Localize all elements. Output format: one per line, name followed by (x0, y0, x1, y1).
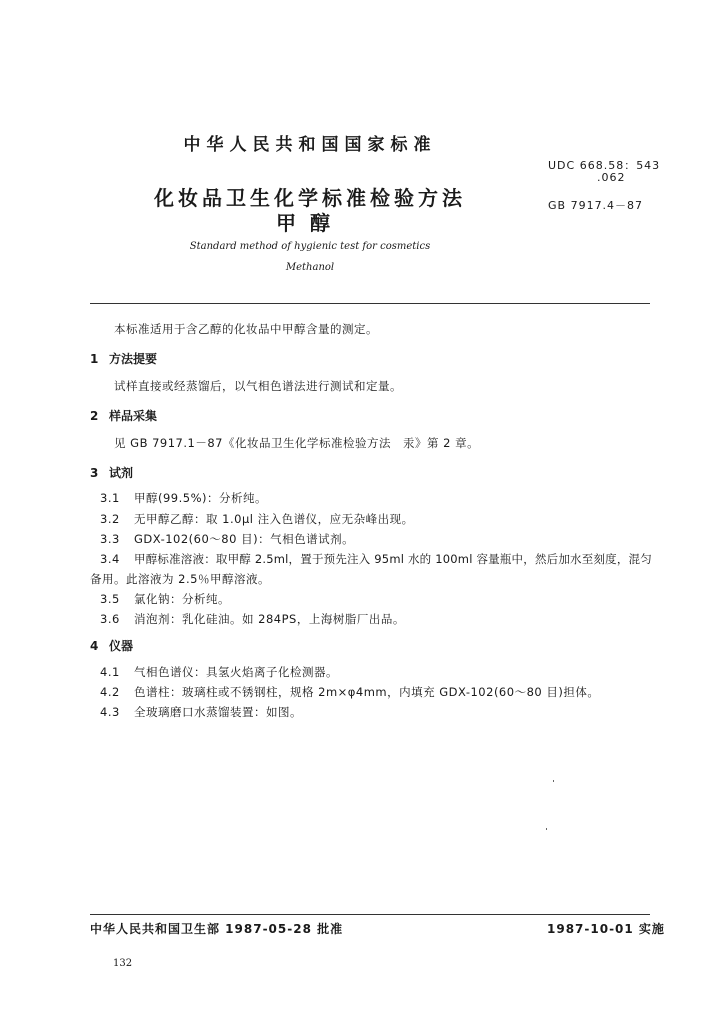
effective-date: 1987-10-01 实施 (547, 922, 665, 936)
item-number: 3.1 (100, 491, 120, 505)
item-number: 3.5 (100, 592, 120, 606)
item-4-3 (100, 704, 302, 720)
item-4-1 (100, 664, 338, 680)
section-2-text: 见 GB 7917.1－87《化妆品卫生化学标准检验方法 汞》第 2 章。 (114, 436, 480, 450)
item-number: 3.2 (100, 512, 120, 526)
item-number: 3.3 (100, 532, 120, 546)
section-number: 1 (90, 352, 99, 366)
section-4-heading (90, 637, 133, 654)
section-number: 3 (90, 466, 99, 480)
gb-number: GB 7917.4－87 (548, 199, 644, 212)
item-number: 4.3 (100, 705, 120, 719)
item-4-2 (100, 684, 599, 700)
subtitle-cn: 甲醇 (276, 211, 344, 235)
udc-code-line1: UDC 668.58：543 (548, 159, 661, 172)
section-1-heading (90, 350, 157, 367)
item-text: 气相色谱仪：具氢火焰离子化检测器。 (134, 665, 338, 679)
item-3-5 (100, 591, 230, 607)
section-2-heading (90, 407, 157, 424)
section-title: 方法提要 (109, 352, 158, 366)
item-3-4 (100, 551, 652, 567)
scan-speck (553, 780, 554, 782)
page-number: 132 (113, 958, 133, 969)
section-title: 试剂 (109, 466, 134, 480)
section-3-heading (90, 464, 133, 481)
item-3-4-continuation: 备用。此溶液为 2.5％甲醇溶液。 (90, 572, 270, 586)
item-text: 无甲醇乙醇：取 1.0μl 注入色谱仪，应无杂峰出现。 (134, 512, 414, 526)
item-text: 色谱柱：玻璃柱或不锈钢柱，规格 2m×φ4mm，内填充 GDX-102(60～80 目)担体。 (134, 685, 600, 699)
section-title: 样品采集 (109, 409, 158, 423)
item-number: 3.4 (100, 552, 120, 566)
scan-speck (546, 828, 547, 830)
item-number: 4.1 (100, 665, 120, 679)
item-3-1 (100, 490, 267, 506)
standard-name: 中华人民共和国国家标准 (183, 135, 437, 155)
item-3-6 (100, 611, 405, 627)
approval-line: 中华人民共和国卫生部 1987-05-28 批准 (90, 922, 344, 936)
item-number: 4.2 (100, 685, 120, 699)
title-cn: 化妆品卫生化学标准检验方法 (154, 186, 466, 210)
section-number: 2 (90, 409, 99, 423)
item-text: 全玻璃磨口水蒸馏装置：如图。 (134, 705, 302, 719)
section-title: 仪器 (109, 639, 134, 653)
intro-paragraph: 本标准适用于含乙醇的化妆品中甲醇含量的测定。 (114, 322, 378, 336)
item-text: 甲醇(99.5%)：分析纯。 (134, 491, 268, 505)
item-3-3 (100, 531, 354, 547)
item-text: 氯化钠：分析纯。 (134, 592, 230, 606)
item-3-2 (100, 511, 414, 527)
item-text: 甲醇标准溶液：取甲醇 2.5ml，置于预先注入 95ml 水的 100ml 容量瓶中，然后加水至刻度，混匀 (134, 552, 652, 566)
item-text: GDX-102(60～80 目)：气相色谱试剂。 (134, 532, 355, 546)
udc-code-line2: .062 (597, 171, 626, 184)
item-number: 3.6 (100, 612, 120, 626)
item-text: 消泡剂：乳化硅油。如 284PS，上海树脂厂出品。 (134, 612, 405, 626)
subtitle-en: Methanol (285, 262, 335, 273)
section-1-text: 试样直接或经蒸馏后，以气相色谱法进行测试和定量。 (114, 379, 402, 393)
title-en: Standard method of hygienic test for cosmetics (189, 241, 431, 252)
section-number: 4 (90, 639, 99, 653)
footer-rule (90, 914, 650, 915)
header-rule (90, 303, 650, 304)
